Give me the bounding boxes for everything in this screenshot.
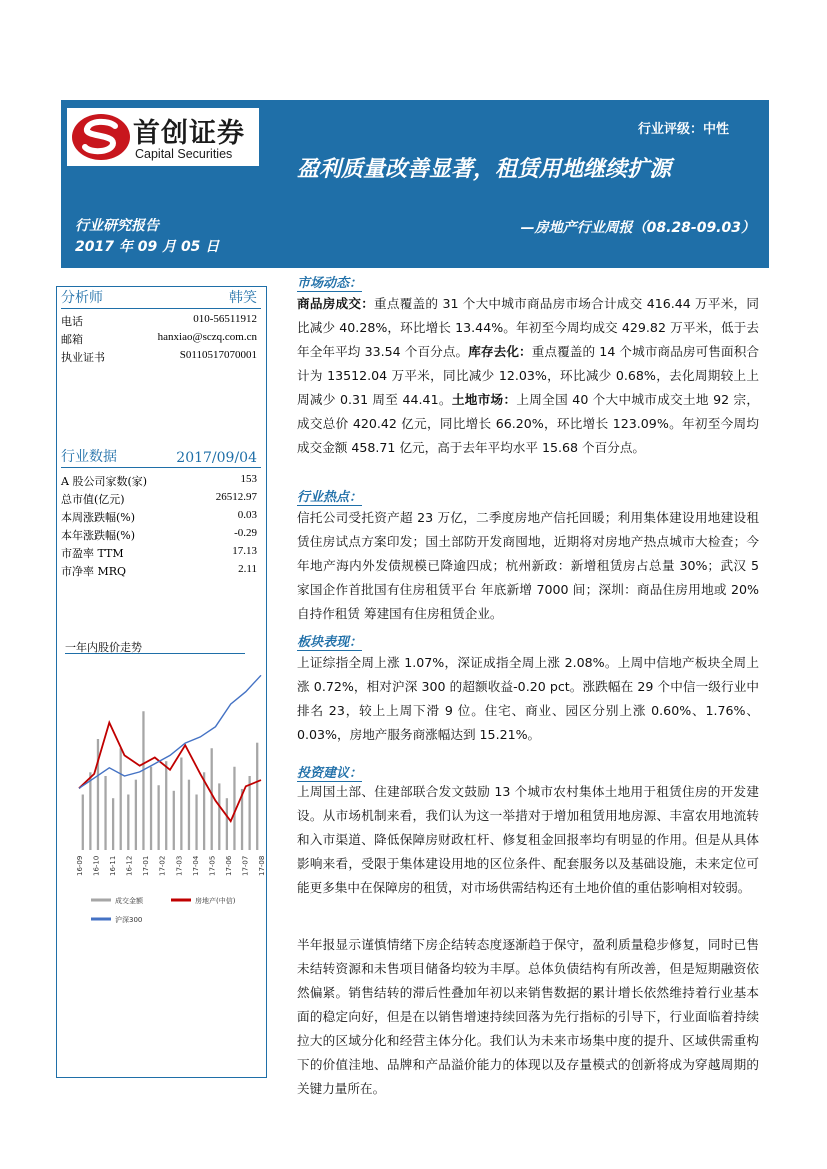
x-tick-label: 16-09: [76, 855, 84, 876]
logo-english-name: Capital Securities: [135, 147, 233, 161]
x-tick-label: 17-01: [142, 855, 151, 876]
turnover-bar: [135, 780, 137, 850]
row-value[interactable]: hanxiao@sczq.com.cn: [157, 331, 257, 343]
turnover-bar: [188, 780, 190, 850]
report-type: 行业研究报告: [75, 218, 159, 234]
x-tick-label: 17-02: [158, 855, 167, 876]
capital-securities-logo-icon: [71, 112, 131, 162]
row-label: 市盈率 TTM: [61, 547, 124, 560]
section-paragraph-hotspots: 信托公司受托资产超 23 万亿，二季度房地产信托回暖；利用集体建设用地建设租赁住房试点方案印发；国土部防开发商囤地，近期将对房地产热点城市大检查；今年地产海内外发债规模已降逾四成；杭州新政：新增租赁房占总量 30%；武汉 5 家国企作首批国有住房租赁平台 年底新增 7000 间；深圳：商品住房用地或 20%自持作租赁 筹建国有住房租赁企业。: [297, 510, 759, 621]
industry-row: [61, 563, 261, 581]
industry-rating: 行业评级：中性: [637, 122, 729, 137]
turnover-bar: [173, 791, 175, 850]
sidebar: [56, 286, 267, 1078]
row-label: 邮箱: [61, 333, 83, 346]
legend-label: 房地产(中信): [195, 897, 236, 905]
industry-row: [61, 491, 261, 509]
chart-title: 一年内股价走势: [65, 639, 245, 654]
turnover-bar: [233, 767, 235, 850]
row-label: A 股公司家数(家): [61, 475, 148, 488]
turnover-bar: [203, 772, 205, 850]
turnover-bar: [157, 785, 159, 850]
row-value: -0.29: [234, 527, 257, 539]
row-value: 17.13: [232, 545, 257, 557]
turnover-bar: [120, 748, 122, 850]
industry-row: [61, 545, 261, 563]
row-label: 本年涨跌幅(%): [61, 529, 136, 542]
section-paragraph-market: 商品房成交：重点覆盖的 31 个大中城市商品房市场合计成交 416.44 万平米，同比减少 40.28%，环比增长 13.44%。年初至今周均成交 429.82 万平米，低于去年全年平均 33.54 个百分点。库存去化：重点覆盖的 14 个城市商品房可售面积合计为 13512.04 万平米，同比减少 12.03%，环比减少 0.68%，去化周期较上上周减少 0.31 周至 44.41。土地市场：上周全国 40 个大中城市成交土地 92 宗，成交总价 420.42 亿元，同比增长 66.20%，环比增长 123.09%。年初至今周均成交金额 458.71 亿元，高于去年平均水平 15.68 个百分点。: [297, 296, 759, 455]
industry-row: [61, 509, 261, 527]
analyst-header: [61, 289, 261, 309]
section-heading-performance: 板块表现：: [297, 631, 362, 651]
x-tick-label: 17-05: [208, 855, 217, 876]
legend-label: 沪深300: [115, 916, 143, 924]
report-title: 盈利质量改善显著，租赁用地继续扩源: [297, 156, 672, 182]
analyst-phone-row: [61, 313, 261, 331]
turnover-bar: [150, 767, 152, 850]
row-value: 26512.97: [215, 491, 257, 503]
turnover-bar: [256, 743, 258, 850]
logo-chinese-name: 首创证券: [133, 118, 245, 149]
turnover-bar: [112, 798, 114, 850]
chart-svg: [71, 655, 266, 975]
turnover-bar: [211, 748, 213, 850]
row-label: 本周涨跌幅(%): [61, 511, 136, 524]
legend-label: 成交金额: [115, 897, 143, 905]
turnover-bar: [82, 795, 84, 851]
turnover-bar: [89, 772, 91, 850]
row-value: S0110517070001: [179, 349, 257, 361]
section-paragraph-advice-1: 上周国土部、住建部联合发文鼓励 13 个城市农村集体土地用于租赁住房的开发建设。从市场机制来看，我们认为这一举措对于增加租赁用地房源、丰富农用地流转和入市渠道、降低保障房财政杠杆、修复租金回报率均有明显的作用。但是从具体影响来看，受限于集体建设用地的区位条件、配套服务以及基础设施，未来定位可能更多集中在保障房的租赁，对市场供需结构还有土地价值的重估影响相对较弱。: [297, 784, 759, 895]
section-paragraph-advice-2: 半年报显示谨慎情绪下房企结转态度逐渐趋于保守，盈利质量稳步修复，同时已售未结转资源和未售项目储备均较为丰厚。总体负债结构有所改善，但是短期融资依然偏紧。销售结转的滞后性叠加年初以来销售数据的累计增长依然维持着行业基本面的稳定向好，但是在以销售增速持续回落为先行指标的引导下，行业面临着持续拉大的区域分化和经营主体分化。我们认为未来市场集中度的提升、区域供需重构下的价值洼地、品牌和产品溢价能力的体现以及存量模式的创新将成为穿越周期的关键力量所在。: [297, 937, 759, 1096]
turnover-bar: [180, 758, 182, 851]
turnover-bar: [248, 776, 250, 850]
row-value: 153: [240, 473, 257, 485]
row-value: 0.03: [237, 509, 257, 521]
x-tick-label: 16-11: [109, 855, 118, 876]
section-heading-hotspots: 行业热点：: [297, 486, 362, 506]
turnover-bar: [142, 711, 144, 850]
row-value: 010-56511912: [193, 313, 257, 325]
industry-row: [61, 527, 261, 545]
turnover-bar: [104, 776, 106, 850]
row-label: 总市值(亿元): [61, 493, 125, 506]
x-tick-label: 17-07: [241, 855, 250, 876]
x-tick-label: 16-10: [92, 855, 101, 876]
turnover-bar: [218, 783, 220, 850]
industry-row: [61, 473, 261, 491]
logo: [67, 108, 259, 166]
report-subtitle: —房地产行业周报（08.28-09.03）: [520, 220, 755, 236]
row-label: 执业证书: [61, 351, 105, 364]
row-label: 市净率 MRQ: [61, 565, 127, 578]
turnover-bar: [226, 798, 228, 850]
analyst-name: 韩笑: [229, 290, 257, 306]
stock-price-chart: [71, 655, 266, 975]
x-tick-label: 17-06: [224, 855, 233, 876]
row-label: 电话: [61, 315, 83, 328]
turnover-bar: [165, 761, 167, 850]
turnover-bar: [195, 795, 197, 851]
turnover-bar: [127, 795, 129, 851]
header-banner: [61, 100, 769, 268]
section-paragraph-performance: 上证综指全周上涨 1.07%，深证成指全周上涨 2.08%。上周中信地产板块全周上涨 0.72%，相对沪深 300 的超额收益-0.20 pct。涨跌幅在 29 个中信一级行业中排名 23，较上上周下滑 9 位。住宅、商业、园区分别上涨 0.60%、1.76%、0.03%，房地产服务商涨幅达到 15.21%。: [297, 655, 759, 742]
analyst-label: 分析师: [61, 290, 103, 306]
industry-data-header: [61, 448, 261, 468]
analyst-cert-row: [61, 349, 261, 367]
section-heading-advice: 投资建议：: [297, 762, 362, 782]
x-tick-label: 17-04: [191, 855, 200, 876]
industry-data-date: 2017/09/04: [176, 450, 257, 466]
analyst-email-row: [61, 331, 261, 349]
industry-data-label: 行业数据: [61, 449, 117, 465]
row-value: 2.11: [238, 563, 257, 575]
report-date: 2017 年 09 月 05 日: [75, 239, 220, 255]
section-heading-market: 市场动态：: [297, 272, 362, 292]
x-tick-label: 17-08: [258, 855, 266, 876]
x-tick-label: 16-12: [125, 855, 134, 876]
x-tick-label: 17-03: [175, 855, 184, 876]
